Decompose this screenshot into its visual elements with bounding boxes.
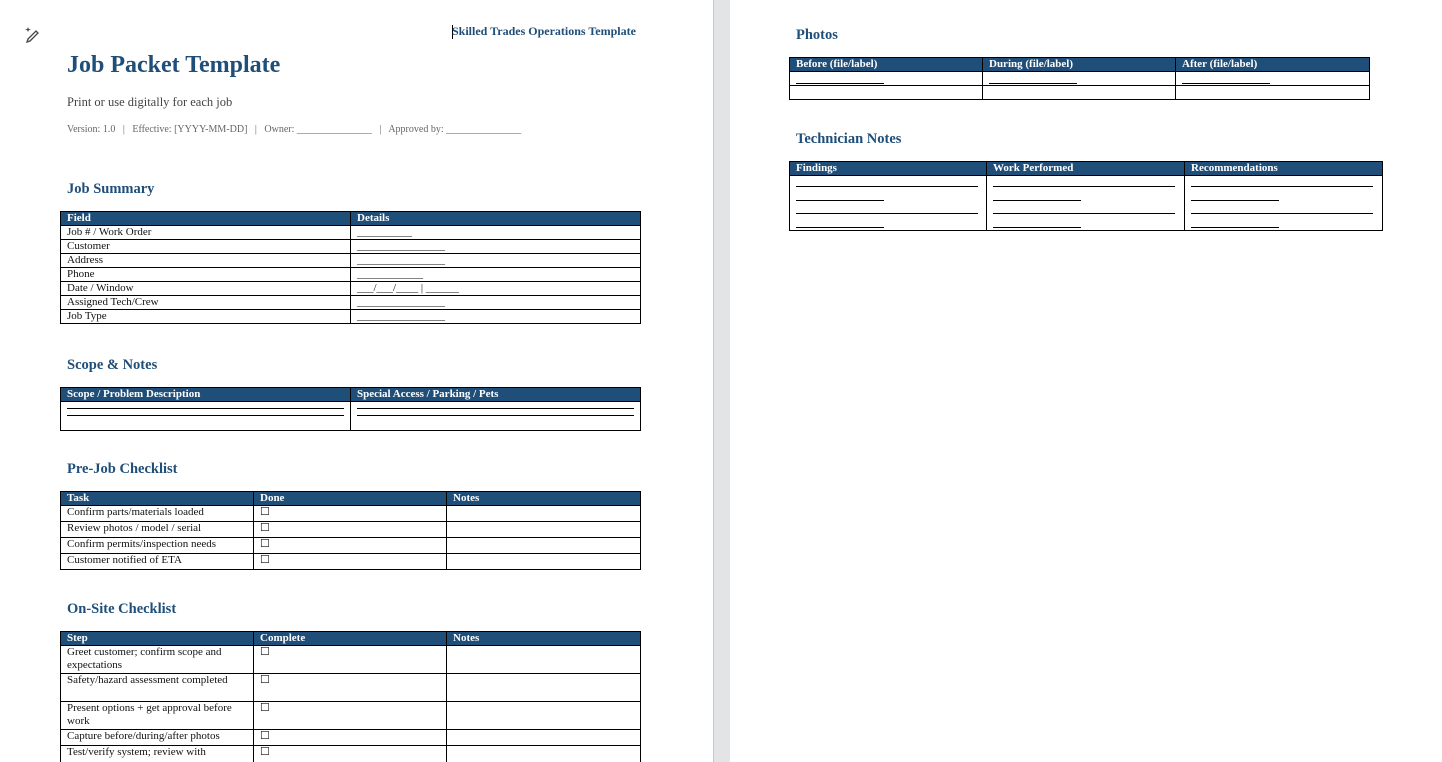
blank-line: [1191, 227, 1279, 228]
col-during-header: During (file/label): [983, 58, 1176, 72]
scope-description-cell[interactable]: [61, 402, 351, 431]
task-cell: Confirm permits/inspection needs: [61, 538, 254, 554]
notes-cell[interactable]: [447, 538, 641, 554]
details-cell[interactable]: ________________: [351, 310, 641, 324]
done-checkbox[interactable]: ☐: [254, 554, 447, 570]
details-cell[interactable]: ________________: [351, 296, 641, 310]
col-work-header: Work Performed: [987, 162, 1185, 176]
table-row[interactable]: [790, 86, 1370, 100]
edit-sparkle-icon[interactable]: [24, 24, 44, 44]
notes-cell[interactable]: [447, 522, 641, 538]
table-row[interactable]: [61, 226, 641, 240]
after-photo-cell[interactable]: [1176, 72, 1370, 86]
complete-checkbox[interactable]: ☐: [254, 702, 447, 730]
table-row[interactable]: [61, 310, 641, 324]
table-row[interactable]: [61, 646, 641, 674]
blank-line: [796, 213, 978, 214]
tech-notes-table: [789, 161, 1383, 231]
blank-line: [1191, 200, 1279, 201]
details-cell[interactable]: ___/___/____ | ______: [351, 282, 641, 296]
table-row[interactable]: [61, 554, 641, 570]
step-cell: Present options + get approval before work: [61, 702, 254, 730]
col-notes-header: Notes: [447, 632, 641, 646]
col-after-header: After (file/label): [1176, 58, 1370, 72]
col-access-header: Special Access / Parking / Pets: [351, 388, 641, 402]
scope-heading: Scope & Notes: [67, 357, 158, 373]
after-photo-cell[interactable]: [1176, 86, 1370, 100]
findings-cell[interactable]: [790, 176, 987, 231]
blank-line: [993, 200, 1081, 201]
step-cell: Capture before/during/after photos: [61, 730, 254, 746]
table-row[interactable]: [61, 538, 641, 554]
prejob-heading: Pre-Job Checklist: [67, 461, 178, 477]
table-row[interactable]: [61, 522, 641, 538]
notes-cell[interactable]: [447, 730, 641, 746]
blank-line: [1182, 83, 1270, 84]
document-page-1: [0, 0, 714, 762]
tech-notes-heading: Technician Notes: [796, 131, 902, 147]
complete-checkbox[interactable]: ☐: [254, 746, 447, 762]
col-complete-header: Complete: [254, 632, 447, 646]
col-field-header: Field: [61, 212, 351, 226]
blank-line: [67, 408, 344, 409]
blank-line: [357, 408, 634, 409]
col-before-header: Before (file/label): [790, 58, 983, 72]
col-done-header: Done: [254, 492, 447, 506]
table-row[interactable]: [61, 254, 641, 268]
notes-cell[interactable]: [447, 554, 641, 570]
page-gutter: [714, 0, 730, 762]
table-row[interactable]: [61, 268, 641, 282]
notes-cell[interactable]: [447, 506, 641, 522]
document-meta-line: Version: 1.0 | Effective: [YYYY-MM-DD] | Owner: _______________ | Approved by: _______________: [67, 124, 522, 135]
field-cell: Job # / Work Order: [61, 226, 351, 240]
prejob-table: [60, 491, 641, 570]
blank-line: [1191, 213, 1373, 214]
field-cell: Address: [61, 254, 351, 268]
blank-line: [796, 227, 884, 228]
blank-line: [993, 213, 1175, 214]
task-cell: Customer notified of ETA: [61, 554, 254, 570]
table-row[interactable]: [61, 746, 641, 762]
col-step-header: Step: [61, 632, 254, 646]
notes-cell[interactable]: [447, 674, 641, 702]
table-row[interactable]: [61, 730, 641, 746]
table-header-row: [790, 58, 1370, 72]
table-header-row: [61, 212, 641, 226]
field-cell: Customer: [61, 240, 351, 254]
col-findings-header: Findings: [790, 162, 987, 176]
during-photo-cell[interactable]: [983, 72, 1176, 86]
job-summary-heading: Job Summary: [67, 181, 155, 197]
blank-line: [1191, 186, 1373, 187]
notes-cell[interactable]: [447, 746, 641, 762]
field-cell: Date / Window: [61, 282, 351, 296]
table-row[interactable]: [61, 402, 641, 431]
table-row[interactable]: [790, 176, 1383, 231]
table-row[interactable]: [61, 282, 641, 296]
job-summary-table: [60, 211, 641, 324]
field-cell: Phone: [61, 268, 351, 282]
details-cell[interactable]: ________________: [351, 240, 641, 254]
complete-checkbox[interactable]: ☐: [254, 646, 447, 674]
notes-cell[interactable]: [447, 702, 641, 730]
field-cell: Job Type: [61, 310, 351, 324]
details-cell[interactable]: ____________: [351, 268, 641, 282]
page-edge: [713, 0, 714, 762]
table-header-row: [790, 162, 1383, 176]
onsite-table: [60, 631, 641, 762]
table-header-row: [61, 632, 641, 646]
table-header-row: [61, 492, 641, 506]
task-cell: Review photos / model / serial: [61, 522, 254, 538]
complete-checkbox[interactable]: ☐: [254, 674, 447, 702]
blank-line: [67, 415, 344, 416]
blank-line: [796, 186, 978, 187]
photos-heading: Photos: [796, 27, 838, 43]
document-page-2: [730, 0, 1442, 762]
scope-table: [60, 387, 641, 431]
document-title: Job Packet Template: [67, 52, 281, 78]
complete-checkbox[interactable]: ☐: [254, 730, 447, 746]
photos-table: [789, 57, 1370, 100]
col-scope-header: Scope / Problem Description: [61, 388, 351, 402]
done-checkbox[interactable]: ☐: [254, 538, 447, 554]
table-row[interactable]: [790, 72, 1370, 86]
table-row[interactable]: [61, 506, 641, 522]
access-notes-cell[interactable]: [351, 402, 641, 431]
done-checkbox[interactable]: ☐: [254, 522, 447, 538]
notes-cell[interactable]: [447, 646, 641, 674]
col-details-header: Details: [351, 212, 641, 226]
table-row[interactable]: [61, 296, 641, 310]
onsite-heading: On-Site Checklist: [67, 601, 177, 617]
col-task-header: Task: [61, 492, 254, 506]
table-row[interactable]: [61, 702, 641, 730]
during-photo-cell[interactable]: [983, 86, 1176, 100]
blank-line: [796, 200, 884, 201]
task-cell: Confirm parts/materials loaded: [61, 506, 254, 522]
blank-line: [993, 227, 1081, 228]
before-photo-cell[interactable]: [790, 72, 983, 86]
table-row[interactable]: [61, 674, 641, 702]
before-photo-cell[interactable]: [790, 86, 983, 100]
step-cell: Test/verify system; review with: [61, 746, 254, 762]
table-row[interactable]: [61, 240, 641, 254]
recommendations-cell[interactable]: [1185, 176, 1383, 231]
details-cell[interactable]: ________________: [351, 254, 641, 268]
done-checkbox[interactable]: ☐: [254, 506, 447, 522]
details-cell[interactable]: __________: [351, 226, 641, 240]
table-header-row: [61, 388, 641, 402]
field-cell: Assigned Tech/Crew: [61, 296, 351, 310]
work-performed-cell[interactable]: [987, 176, 1185, 231]
blank-line: [989, 83, 1077, 84]
blank-line: [993, 186, 1175, 187]
col-notes-header: Notes: [447, 492, 641, 506]
blank-line: [796, 83, 884, 84]
step-cell: Safety/hazard assessment completed: [61, 674, 254, 702]
blank-line: [357, 415, 634, 416]
running-header: Skilled Trades Operations Template: [452, 24, 636, 38]
col-recommendations-header: Recommendations: [1185, 162, 1383, 176]
document-subtitle: Print or use digitally for each job: [67, 95, 233, 109]
step-cell: Greet customer; confirm scope and expectations: [61, 646, 254, 674]
